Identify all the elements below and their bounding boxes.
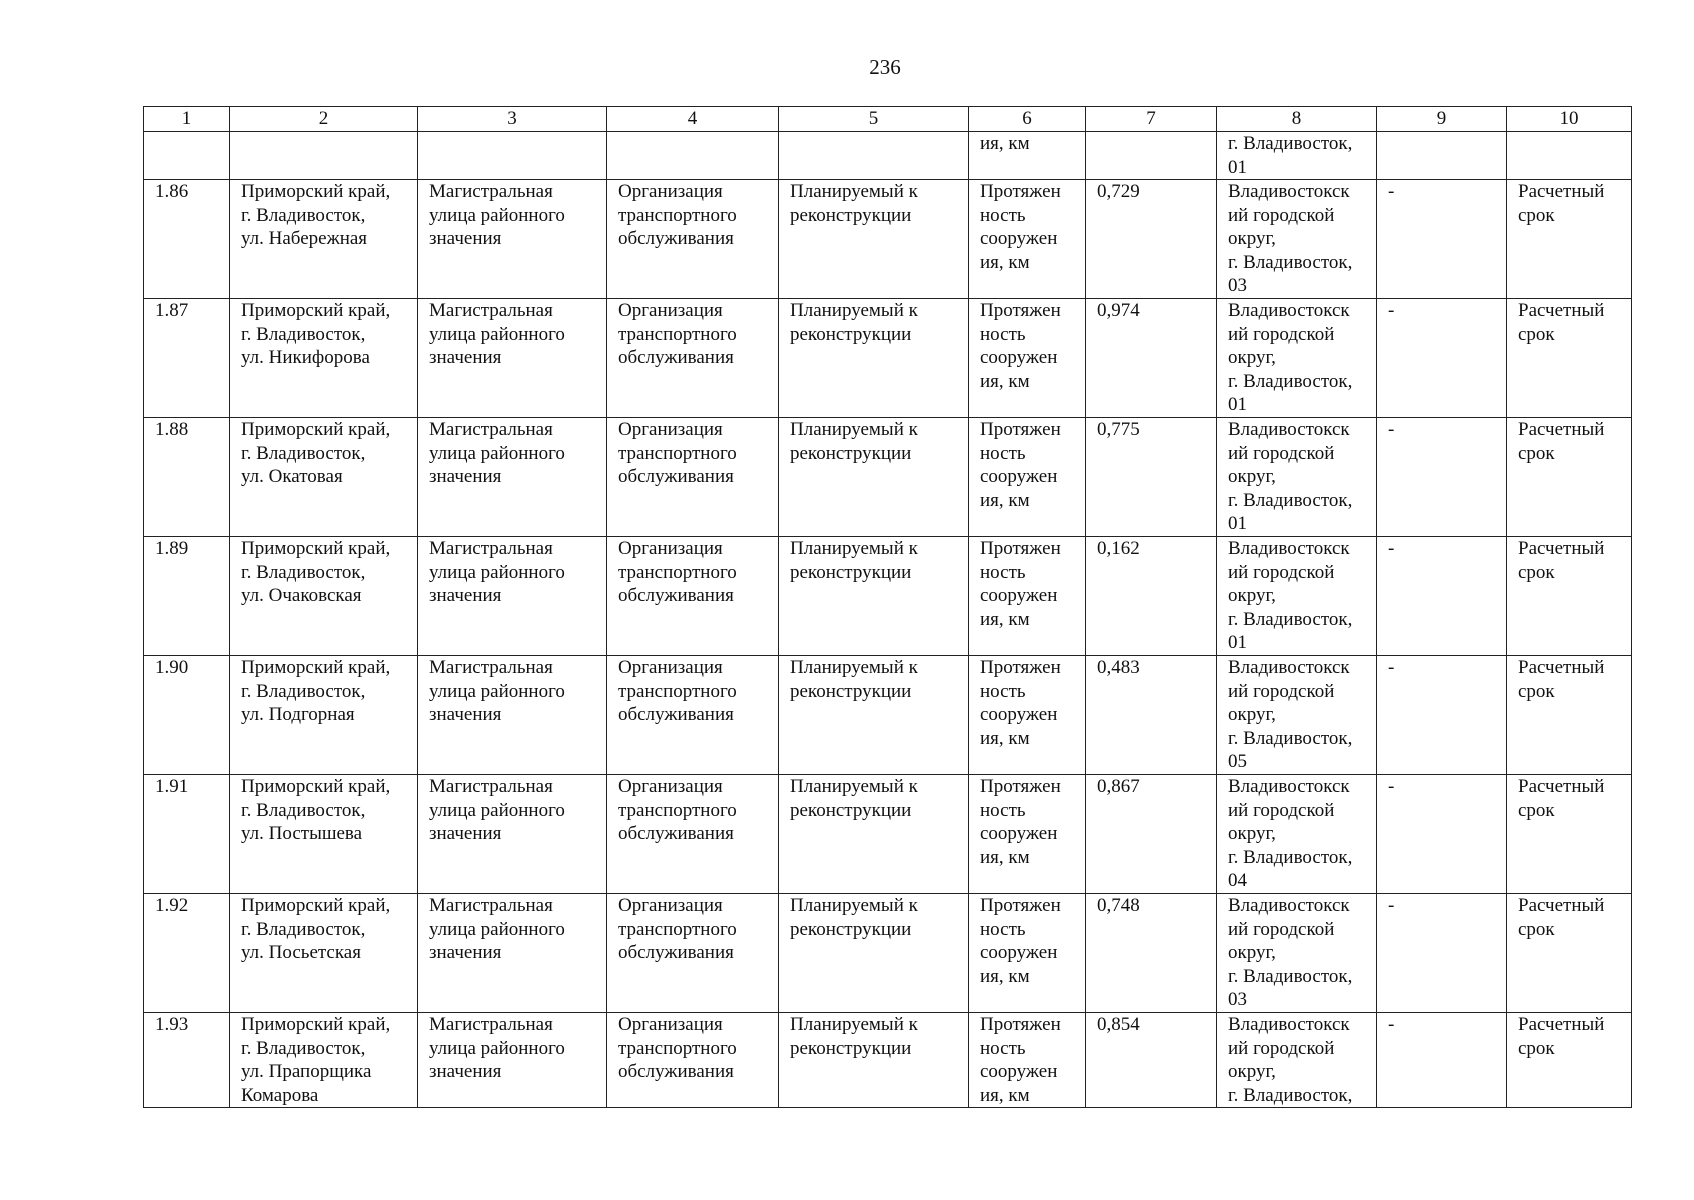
object-type-cell: Магистральная улица районного значения (418, 656, 607, 775)
value-cell: 0,854 (1086, 1013, 1217, 1108)
column-header: 3 (418, 107, 607, 132)
row-number-cell: 1.87 (144, 299, 230, 418)
location-cell: Приморский край, г. Владивосток, ул. Окатовая (230, 418, 418, 537)
object-type-cell: Магистральная улица районного значения (418, 1013, 607, 1108)
object-type-cell: Магистральная улица районного значения (418, 299, 607, 418)
row-number-cell: 1.86 (144, 180, 230, 299)
zone-cell: - (1377, 1013, 1507, 1108)
characteristic-cell: Протяжен ность сооружен ия, км (969, 775, 1086, 894)
row-number-cell: 1.93 (144, 1013, 230, 1108)
table-row (144, 537, 1632, 656)
table-row (144, 1013, 1632, 1108)
status-cell: Планируемый к реконструкции (779, 537, 969, 656)
object-type-cell: Магистральная улица районного значения (418, 894, 607, 1013)
object-type-cell: Магистральная улица районного значения (418, 775, 607, 894)
term-cell: Расчетный срок (1507, 418, 1632, 537)
table-row (144, 656, 1632, 775)
characteristic-cell: Протяжен ность сооружен ия, км (969, 418, 1086, 537)
location-cell: Приморский край, г. Владивосток, ул. Никифорова (230, 299, 418, 418)
table-row (144, 180, 1632, 299)
term-cell: Расчетный срок (1507, 180, 1632, 299)
location-cell: Приморский край, г. Владивосток, ул. Подгорная (230, 656, 418, 775)
district-cell: Владивостокск ий городской округ, г. Владивосток, 01 (1217, 537, 1377, 656)
term-cell: Расчетный срок (1507, 299, 1632, 418)
value-cell: 0,729 (1086, 180, 1217, 299)
column-header: 9 (1377, 107, 1507, 132)
purpose-cell: Организация транспортного обслуживания (607, 418, 779, 537)
row-number-cell: 1.92 (144, 894, 230, 1013)
row-number-cell: 1.91 (144, 775, 230, 894)
page-number: 236 (869, 55, 901, 79)
purpose-cell: Организация транспортного обслуживания (607, 775, 779, 894)
planning-table (143, 106, 1632, 1108)
location-cell: Приморский край, г. Владивосток, ул. Набережная (230, 180, 418, 299)
district-cell: Владивостокск ий городской округ, г. Владивосток, (1217, 1013, 1377, 1108)
purpose-cell: Организация транспортного обслуживания (607, 299, 779, 418)
row-number-cell: 1.88 (144, 418, 230, 537)
table-cell: ия, км (969, 132, 1086, 180)
district-cell: Владивостокск ий городской округ, г. Владивосток, 04 (1217, 775, 1377, 894)
table-cell (1086, 132, 1217, 180)
characteristic-cell: Протяжен ность сооружен ия, км (969, 894, 1086, 1013)
column-header: 10 (1507, 107, 1632, 132)
column-header: 1 (144, 107, 230, 132)
characteristic-cell: Протяжен ность сооружен ия, км (969, 299, 1086, 418)
zone-cell: - (1377, 180, 1507, 299)
term-cell: Расчетный срок (1507, 894, 1632, 1013)
column-header: 5 (779, 107, 969, 132)
zone-cell: - (1377, 537, 1507, 656)
characteristic-cell: Протяжен ность сооружен ия, км (969, 180, 1086, 299)
table-cell (1507, 132, 1632, 180)
value-cell: 0,162 (1086, 537, 1217, 656)
table-cell (230, 132, 418, 180)
table-row (144, 299, 1632, 418)
status-cell: Планируемый к реконструкции (779, 418, 969, 537)
table-cell (607, 132, 779, 180)
object-type-cell: Магистральная улица районного значения (418, 537, 607, 656)
term-cell: Расчетный срок (1507, 1013, 1632, 1108)
column-header: 2 (230, 107, 418, 132)
district-cell: Владивостокск ий городской округ, г. Владивосток, 01 (1217, 418, 1377, 537)
row-number-cell: 1.90 (144, 656, 230, 775)
status-cell: Планируемый к реконструкции (779, 299, 969, 418)
term-cell: Расчетный срок (1507, 537, 1632, 656)
status-cell: Планируемый к реконструкции (779, 180, 969, 299)
characteristic-cell: Протяжен ность сооружен ия, км (969, 537, 1086, 656)
column-header: 8 (1217, 107, 1377, 132)
table-cell (779, 132, 969, 180)
purpose-cell: Организация транспортного обслуживания (607, 894, 779, 1013)
zone-cell: - (1377, 656, 1507, 775)
status-cell: Планируемый к реконструкции (779, 1013, 969, 1108)
table-cell (1377, 132, 1507, 180)
purpose-cell: Организация транспортного обслуживания (607, 180, 779, 299)
location-cell: Приморский край, г. Владивосток, ул. Постышева (230, 775, 418, 894)
term-cell: Расчетный срок (1507, 775, 1632, 894)
table-row (144, 894, 1632, 1013)
district-cell: Владивостокск ий городской округ, г. Владивосток, 01 (1217, 299, 1377, 418)
status-cell: Планируемый к реконструкции (779, 656, 969, 775)
location-cell: Приморский край, г. Владивосток, ул. Прапорщика Комарова (230, 1013, 418, 1108)
zone-cell: - (1377, 299, 1507, 418)
row-number-cell: 1.89 (144, 537, 230, 656)
term-cell: Расчетный срок (1507, 656, 1632, 775)
location-cell: Приморский край, г. Владивосток, ул. Посьетская (230, 894, 418, 1013)
status-cell: Планируемый к реконструкции (779, 894, 969, 1013)
continuation-row (144, 132, 1632, 180)
value-cell: 0,867 (1086, 775, 1217, 894)
location-cell: Приморский край, г. Владивосток, ул. Очаковская (230, 537, 418, 656)
table-cell (144, 132, 230, 180)
value-cell: 0,775 (1086, 418, 1217, 537)
value-cell: 0,483 (1086, 656, 1217, 775)
column-header: 4 (607, 107, 779, 132)
district-cell: Владивостокск ий городской округ, г. Владивосток, 03 (1217, 180, 1377, 299)
zone-cell: - (1377, 418, 1507, 537)
table-cell: г. Владивосток, 01 (1217, 132, 1377, 180)
column-header: 7 (1086, 107, 1217, 132)
purpose-cell: Организация транспортного обслуживания (607, 656, 779, 775)
table-row (144, 418, 1632, 537)
status-cell: Планируемый к реконструкции (779, 775, 969, 894)
column-header: 6 (969, 107, 1086, 132)
zone-cell: - (1377, 894, 1507, 1013)
object-type-cell: Магистральная улица районного значения (418, 180, 607, 299)
characteristic-cell: Протяжен ность сооружен ия, км (969, 1013, 1086, 1108)
district-cell: Владивостокск ий городской округ, г. Владивосток, 05 (1217, 656, 1377, 775)
column-number-header (144, 107, 1632, 132)
object-type-cell: Магистральная улица районного значения (418, 418, 607, 537)
purpose-cell: Организация транспортного обслуживания (607, 537, 779, 656)
zone-cell: - (1377, 775, 1507, 894)
purpose-cell: Организация транспортного обслуживания (607, 1013, 779, 1108)
district-cell: Владивостокск ий городской округ, г. Владивосток, 03 (1217, 894, 1377, 1013)
table-cell (418, 132, 607, 180)
characteristic-cell: Протяжен ность сооружен ия, км (969, 656, 1086, 775)
value-cell: 0,974 (1086, 299, 1217, 418)
table-row (144, 775, 1632, 894)
value-cell: 0,748 (1086, 894, 1217, 1013)
